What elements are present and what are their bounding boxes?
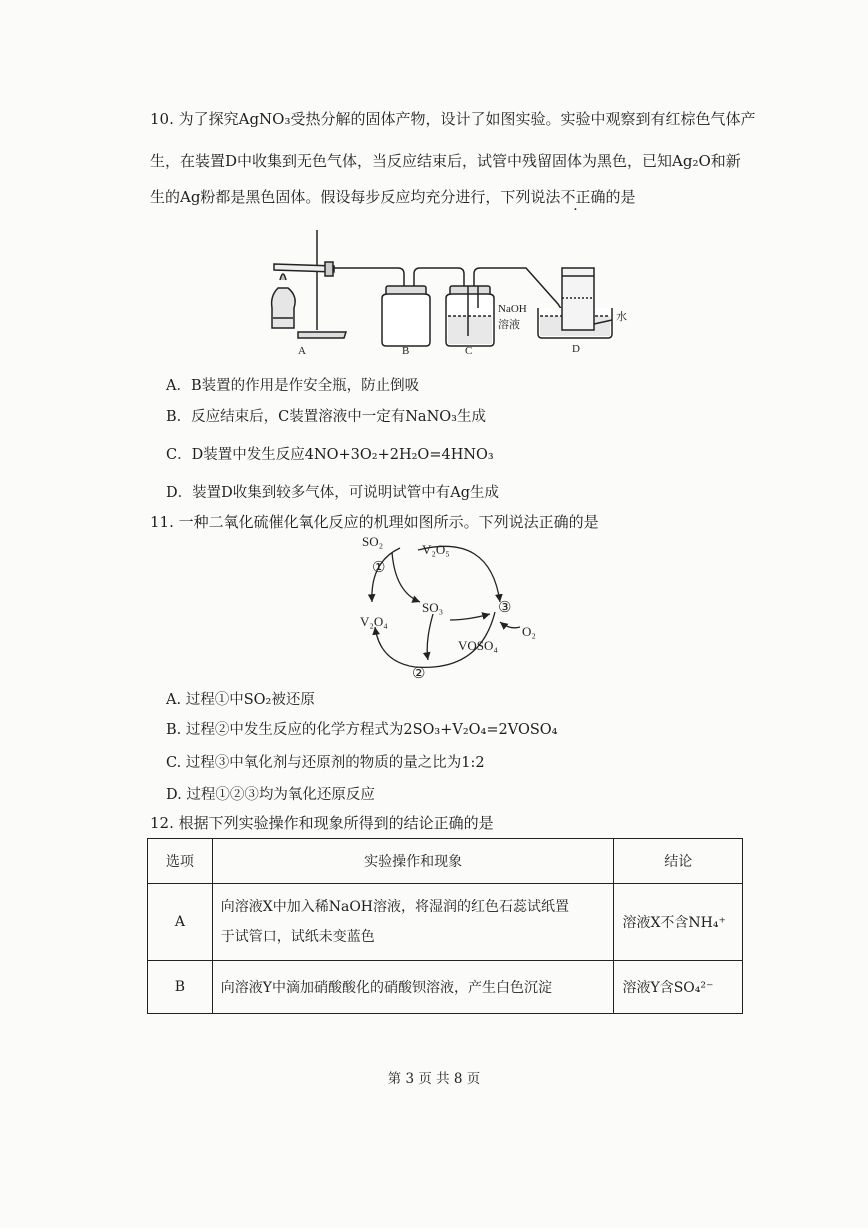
label-B: B: [402, 345, 410, 357]
process-1-marker: ①: [372, 560, 386, 576]
q10-stem-line3-a: 生的Ag粉都是黑色固体。假设每步反应均充分进行，下列说法: [150, 188, 561, 206]
apparatus-diagram: [258, 228, 640, 358]
process-2-marker: ②: [412, 666, 426, 682]
row-conclusion: 溶液X不含NH₄⁺: [614, 884, 743, 961]
v2o4-label: V₂O₄: [360, 614, 388, 629]
row-operation-line1: 向溶液X中加入稀NaOH溶液，将湿润的红色石蕊试纸置: [220, 899, 569, 915]
row-operation: 向溶液Y中滴加硝酸酸化的硝酸钡溶液，产生白色沉淀: [212, 961, 614, 1014]
header-operation: 实验操作和现象: [212, 839, 614, 884]
process-3-marker: ③: [498, 600, 512, 616]
so3-label: SO₃: [422, 600, 444, 615]
row-operation-line2: 于试管口，试纸未变蓝色: [220, 929, 375, 945]
label-A: A: [298, 345, 306, 357]
o2-label: O₂: [522, 624, 536, 639]
row-conclusion: 溶液Y含SO₄²⁻: [614, 961, 743, 1014]
so2-label: SO₂: [362, 534, 384, 549]
row-option: B: [148, 961, 213, 1014]
q11-option-d: D. 过程①②③均为氧化还原反应: [166, 787, 375, 803]
row-option: A: [148, 884, 213, 961]
header-option: 选项: [148, 839, 213, 884]
label-naoh: NaOH: [498, 303, 527, 315]
q10-stem-line1: 10. 为了探究AgNO₃受热分解的固体产物，设计了如图实验。实验中观察到有红棕色气体产: [150, 110, 756, 128]
header-conclusion: 结论: [614, 839, 743, 884]
q10-stem-line3: [150, 186, 635, 207]
q10-emphasis-not-correct: 不正: [560, 188, 591, 206]
table-row: [148, 884, 743, 961]
q10-option-d: D．装置D收集到较多气体，可说明试管中有Ag生成: [166, 485, 500, 501]
results-table: [147, 838, 743, 1014]
v2o5-label: V₂O₅: [422, 542, 450, 557]
q10-option-a: A．B装置的作用是作安全瓶，防止倒吸: [166, 378, 420, 394]
voso4-label: VOSO₄: [458, 638, 498, 653]
q11-option-c: C. 过程③中氧化剂与还原剂的物质的量之比为1:2: [166, 755, 485, 771]
q10-option-c: C．D装置中发生反应4NO+3O₂+2H₂O=4HNO₃: [166, 447, 494, 463]
page-footer: 第 3 页 共 8 页: [387, 1071, 481, 1087]
label-naoh-solution: 溶液: [498, 319, 520, 331]
label-water: 水: [616, 311, 627, 323]
table-header-row: [148, 839, 743, 884]
catalytic-cycle-diagram: [340, 532, 550, 682]
label-C: C: [465, 345, 473, 357]
label-D: D: [572, 343, 580, 355]
q11-option-a: A. 过程①中SO₂被还原: [166, 692, 315, 708]
q10-stem-line2: 生，在装置D中收集到无色气体，当反应结束后，试管中残留固体为黑色，已知Ag₂O和新: [150, 152, 741, 170]
q10-stem-line3-c: 确的是: [590, 188, 636, 206]
q12-stem: 12. 根据下列实验操作和现象所得到的结论正确的是: [150, 814, 494, 832]
row-operation: [212, 884, 614, 961]
q11-option-b: B. 过程②中发生反应的化学方程式为2SO₃+V₂O₄=2VOSO₄: [166, 722, 558, 738]
table-row: [148, 961, 743, 1014]
q11-stem: 11. 一种二氧化硫催化氧化反应的机理如图所示。下列说法正确的是: [150, 513, 599, 531]
q10-option-b: B．反应结束后，C装置溶液中一定有NaNO₃生成: [166, 409, 486, 425]
